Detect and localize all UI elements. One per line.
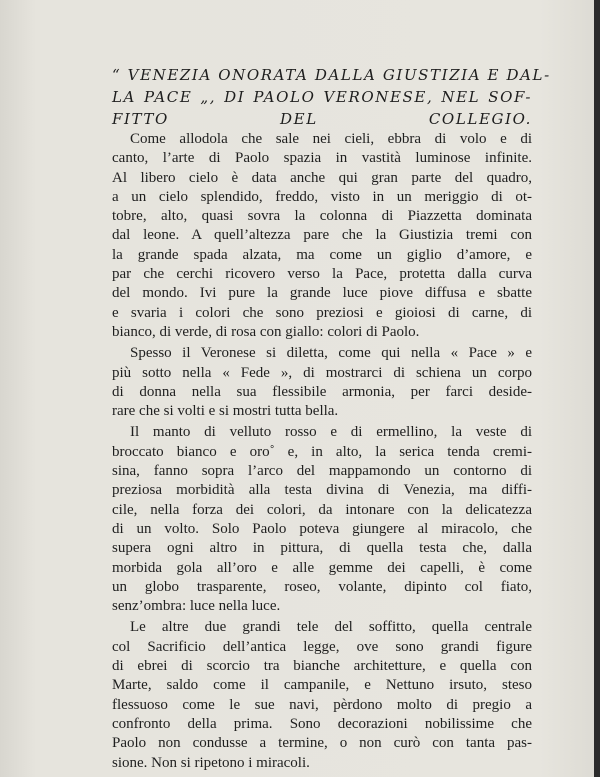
text-line: flessuoso come le sue navi, pèrdono molto di pregio a	[112, 696, 532, 713]
text-line: confronto della prima. Sono decorazioni nobilissime che	[112, 715, 532, 732]
text-line: dal leone. A quell’altezza pare che la Giustizia tremi con	[112, 227, 532, 244]
paragraph	[112, 618, 532, 772]
text-line: di ebrei di scorcio tra bianche architetture, e quella con	[112, 658, 532, 675]
text-line: di donna nella sua flessibile armonia, per farci deside-	[112, 383, 532, 400]
text-line: supera ogni altro in pittura, di quella testa che, dalla	[112, 540, 532, 557]
text-line: di un volto. Solo Paolo poteva giungere al miracolo, che	[112, 520, 532, 537]
section-heading	[112, 64, 551, 130]
text-line: un globo trasparente, roseo, volante, dipinto col fiato,	[112, 578, 532, 595]
text-line: la grande spada alzata, ma come un giglio d’amore, e	[112, 246, 532, 263]
body-text	[112, 130, 532, 775]
text-line: bianco, di verde, di rosa con giallo: colori di Paolo.	[112, 323, 420, 340]
text-line: Paolo non condusse a termine, o non curò con tanta pas-	[112, 735, 532, 752]
text-line: a un cielo splendido, freddo, visto in un meriggio di ot-	[112, 188, 532, 205]
text-line: tobre, alto, quasi sovra la colonna di Piazzetta dominata	[112, 208, 532, 225]
paragraph	[112, 423, 532, 616]
text-line: cile, nella forza dei colori, da intonare con la delicatezza	[112, 501, 532, 518]
text-line: del mondo. Ivi pure la grande luce piove diffusa e sbatte	[112, 285, 532, 302]
heading-line: LA PACE „, DI PAOLO VERONESE, NEL SOF-	[112, 88, 532, 106]
text-line: broccato bianco e oro˚ e, in alto, la serica tenda cremi-	[112, 443, 532, 460]
heading-line: FITTO DEL COLLEGIO.	[112, 110, 532, 128]
text-line: rare che si volti e si mostri tutta bella.	[112, 403, 339, 420]
paragraph	[112, 130, 532, 342]
text-line: par che cerchi ricovero verso la Pace, protetta dalla curva	[112, 266, 532, 283]
page-edge	[594, 0, 600, 777]
text-line: sione. Non si ripetono i miracoli.	[112, 754, 310, 771]
text-line: preziosa morbidità alla testa divina di Venezia, ma diffi-	[112, 482, 532, 499]
heading-line: “ VENEZIA ONORATA DALLA GIUSTIZIA E DAL-	[112, 66, 551, 84]
text-line: sina, fanno sopra l’arco del mappamondo un contorno di	[112, 463, 532, 480]
text-line: morbida gola all’oro e alle gemme dei capelli, è come	[112, 559, 532, 576]
text-line: Come allodola che sale nei cieli, ebbra di volo e di	[130, 131, 532, 147]
text-line: Spesso il Veronese si diletta, come qui nella « Pace » e	[130, 345, 532, 362]
text-line: Marte, saldo come il campanile, e Nettuno irsuto, steso	[112, 677, 532, 694]
text-line: col Sacrificio dell’antica legge, ove sono grandi figure	[112, 638, 532, 655]
text-line: e svaria i colori che sono preziosi e gioiosi di carne, di	[112, 304, 532, 321]
text-line: Al libero cielo è data anche qui gran parte del quadro,	[112, 169, 532, 186]
text-line: Le altre due grandi tele del soffitto, quella centrale	[130, 619, 532, 636]
text-line: senz’ombra: luce nella luce.	[112, 598, 281, 615]
text-line: canto, l’arte di Paolo spazia in vastità luminose infinite.	[112, 150, 532, 167]
paragraph	[112, 344, 532, 421]
text-line: più sotto nella « Fede », di mostrarci di schiena un corpo	[112, 364, 532, 381]
text-line: Il manto di velluto rosso e di ermellino, la veste di	[130, 424, 532, 441]
